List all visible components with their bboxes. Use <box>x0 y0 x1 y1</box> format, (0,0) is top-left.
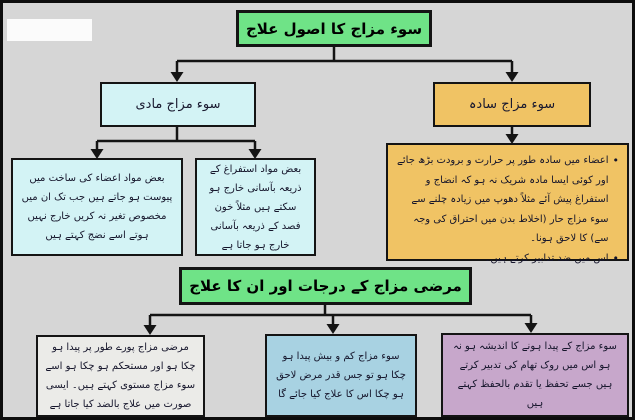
banner-node <box>179 267 472 305</box>
arrowheads-top <box>171 72 519 82</box>
bullet-icon: • <box>612 251 619 265</box>
detail-nuzj-text: بعض مواد اعضاء کی ساخت میں پیوست ہو جاتے ہیں جب تک ان میں مخصوص تغیر نہ کریں خارج نہیں ہوتے اسے نضج کہتے ہیں <box>21 173 173 241</box>
detail-istifragh-text: بعض مواد استفراغ کے ذریعہ بآسانی خارج ہو سکتے ہیں مثلاً خون فصد کے ذریعہ بآسانی خارج ہو جاتا ہے <box>209 163 302 251</box>
bullet-icon: • <box>612 154 619 167</box>
detail-node-nuzj <box>11 158 183 256</box>
branch-node-madi <box>100 82 256 127</box>
grade-prevention-text: سوء مزاج کے پیدا ہونے کا اندیشہ ہو نہ ہو اس میں روک تھام کی تدبیر کرتے ہیں جسے تحفظ یا تقدم بالحفظ کہتے ہیں <box>453 341 617 409</box>
detail-node-istifragh <box>195 158 316 256</box>
title-node <box>236 10 432 47</box>
connector-madi-split <box>97 127 255 150</box>
grade-node-partial <box>265 334 417 417</box>
grade-partial-text: سوء مزاج کم و بیش پیدا ہو چکا ہو تو جس قدر مرض لاحق ہو چکا اس کا علاج کیا جائے گا <box>276 351 406 400</box>
connector-bottom-split <box>150 305 531 326</box>
branch-sada-label: سوء مزاج سادہ <box>468 97 556 112</box>
sada-bullet-1 <box>396 151 619 249</box>
detail-node-sada <box>386 143 629 265</box>
branch-node-sada <box>433 82 591 127</box>
blank-patch <box>7 19 92 41</box>
grade-node-mustawi <box>36 335 205 417</box>
sada-bullet-2-text: اس میں ضد تدابیر کرتے ہیں۔ <box>484 252 609 264</box>
title-text: سوء مزاج کا اصول علاج <box>245 19 423 38</box>
grade-mustawi-text: مرضی مزاج پورے طور پر پیدا ہو چکا ہو اور مستحکم ہو چکا ہو اسے سوء مزاج مستوی کہتے ہیں۔ ایسی صورت میں علاج بالضد کیا جاتا ہے <box>45 342 196 410</box>
connector-top-split <box>177 47 512 73</box>
sada-bullet-2 <box>396 249 619 269</box>
branch-madi-label: سوء مزاج مادی <box>135 97 221 112</box>
banner-text: مرضی مزاج کے درجات اور ان کا علاج <box>189 277 462 295</box>
sada-bullet-1-text: اعضاء میں سادہ طور پر حرارت و برودت بڑھ جائے اور کوئی ایسا مادہ شریک نہ ہو کہ انضاج و استفراغ پیش آئے مثلاً دھوپ میں زیادہ چلنے سے سوء مزاج حار (اخلاط بدن میں احتراق کی وجہ سے) کا لاحق ہونا۔ <box>397 155 609 244</box>
grade-node-prevention <box>441 333 629 417</box>
